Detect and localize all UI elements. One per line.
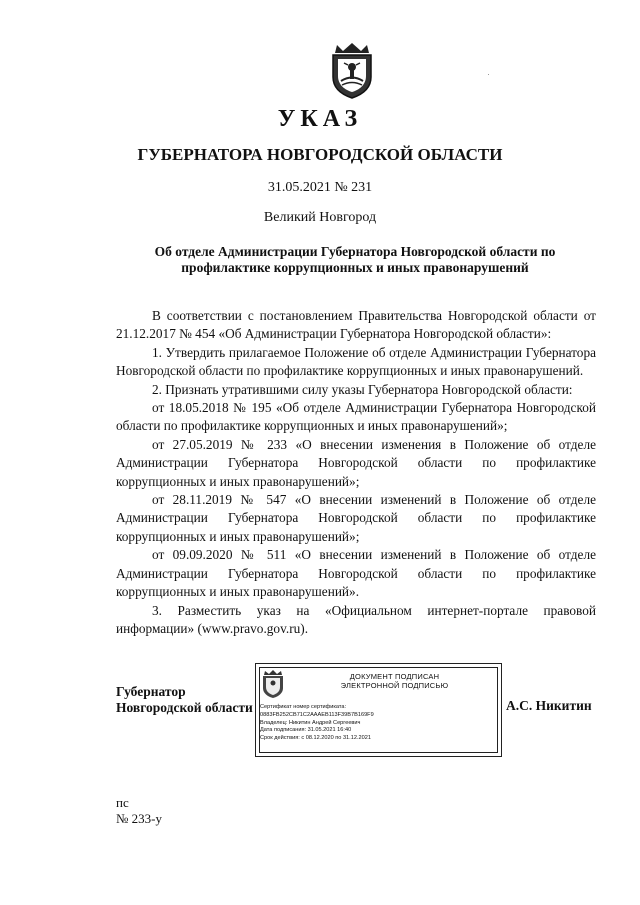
stamp-signed-date: Дата подписания: 31.05.2021 16:40 bbox=[260, 727, 352, 734]
body-paragraph: от 28.11.2019 № 547 «О внесении изменений в Положение об отделе Администрации Губернатора Новгородской области по профилактике коррупционных и иных правонарушений»; bbox=[116, 492, 596, 544]
stamp-validity: Срок действия: с 08.12.2020 по 31.12.2021 bbox=[260, 735, 371, 742]
digital-signature-stamp bbox=[255, 663, 502, 757]
coat-of-arms-icon bbox=[329, 41, 375, 99]
body-paragraph: 3. Разместить указ на «Официальном интернет-портале правовой информации» (www.pravo.gov.ru). bbox=[116, 602, 596, 636]
decree-subject bbox=[115, 244, 595, 276]
issuer-title: ГУБЕРНАТОРА НОВГОРОДСКОЙ ОБЛАСТИ bbox=[137, 145, 503, 164]
stamp-details bbox=[260, 704, 374, 743]
executor-mark bbox=[116, 795, 162, 827]
stamp-cert-label: Сертификат номер сертификата: bbox=[260, 704, 347, 710]
body-paragraph: от 27.05.2019 № 233 «О внесении изменения в Положение об отделе Администрации Губернатора Новгородской области по профилактике коррупционных и иных правонарушений»; bbox=[116, 436, 596, 489]
stamp-owner: Владелец: Никитин Андрей Сергеевич bbox=[260, 719, 361, 726]
decree-body bbox=[116, 307, 596, 638]
city: Великий Новгород bbox=[263, 210, 377, 225]
decree-title: УКАЗ bbox=[277, 106, 363, 132]
stamp-cert-number: 0883FB252CB71C2AAAEB113F39B7B169F9 bbox=[260, 711, 374, 718]
scan-speck bbox=[488, 74, 489, 75]
body-paragraph: 1. Утвердить прилагаемое Положение об отделе Администрации Губернатора Новгородской области по профилактике коррупционных и иных правонарушений. bbox=[116, 344, 596, 379]
stamp-emblem-icon bbox=[261, 669, 285, 699]
signatory-name: А.С. Никитин bbox=[506, 698, 592, 713]
executor-initials: пс bbox=[116, 795, 129, 810]
body-paragraph: 2. Признать утратившими силу указы Губернатора Новгородской области: bbox=[152, 381, 573, 397]
body-paragraph: от 09.09.2020 № 511 «О внесении изменений в Положение об отделе Администрации Губернатора Новгородской области по профилактике коррупционных и иных правонарушений». bbox=[116, 547, 596, 600]
subject-line-1: Об отделе Администрации Губернатора Новгородской области по bbox=[154, 244, 556, 259]
body-paragraph: В соответствии с постановлением Правительства Новгородской области от 21.12.2017 № 454 «Об Администрации Губернатора Новгородской области»: bbox=[116, 308, 596, 342]
body-paragraph: от 18.05.2018 № 195 «Об отделе Администрации Губернатора Новгородской области по профилактике коррупционных и иных правонарушений»; bbox=[116, 400, 596, 434]
registration-number: № 233-у bbox=[116, 811, 162, 826]
date-number: 31.05.2021 № 231 bbox=[267, 180, 373, 195]
stamp-title: ДОКУМЕНТ ПОДПИСАН ЭЛЕКТРОННОЙ ПОДПИСЬЮ bbox=[340, 672, 449, 690]
signatory-position: Губернатор Новгородской области bbox=[116, 684, 253, 715]
subject-line-2: профилактике коррупционных и иных правонарушений bbox=[181, 260, 529, 275]
